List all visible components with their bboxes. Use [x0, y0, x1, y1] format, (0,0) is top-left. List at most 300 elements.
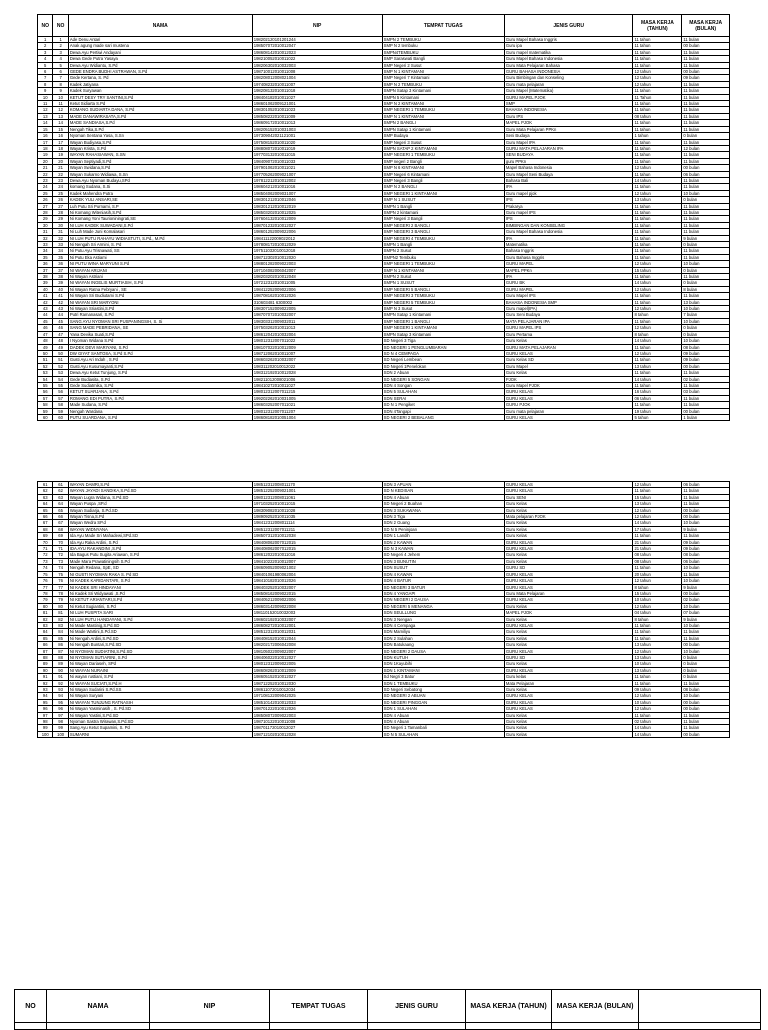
cell-jenis-guru: GURU KELAS — [504, 350, 633, 356]
cell-nip: 198608272010012001 — [252, 622, 382, 628]
cell-tempat-tugas: SD N KEDISAN — [382, 488, 504, 494]
cell-no-2: 83 — [53, 622, 68, 628]
cell-jenis-guru: Guru Kelas — [504, 661, 633, 667]
cell-no-2: 2 — [53, 43, 68, 49]
cell-no-2: 16 — [53, 133, 68, 139]
cell-tempat-tugas: SMP NEGERI 5 BANGLI — [382, 286, 504, 292]
cell-no: 25 — [38, 190, 53, 196]
cell-masa-kerja-bulan: 10 bulan — [682, 318, 730, 324]
cell-no: 64 — [38, 501, 53, 507]
cell-no: 17 — [38, 139, 53, 145]
cell-tempat-tugas: SMP N 2 tembuku — [382, 43, 504, 49]
cell-masa-kerja-bulan: 07 bulan — [682, 610, 730, 616]
cell-masa-kerja-tahun: 02 tahun — [633, 719, 682, 725]
cell-jenis-guru: GURU KELAS — [504, 482, 633, 488]
cell-masa-kerja-bulan: 11 bulan — [682, 94, 730, 100]
cell-masa-kerja-tahun: 11 tahun — [633, 139, 682, 145]
cell-no: 58 — [38, 402, 53, 408]
cell-no-2: 15 — [53, 126, 68, 132]
cell-nip: 198311202010012022 — [252, 363, 382, 369]
cell-tempat-tugas: SDN 1 Landih — [382, 533, 504, 539]
cell-masa-kerja-tahun: 11 tahun — [633, 88, 682, 94]
cell-jenis-guru: Guru Kelas — [504, 719, 633, 725]
cell-masa-kerja-tahun: 21 tahun — [633, 539, 682, 545]
cell-jenis-guru: GURU KELAS — [504, 414, 633, 420]
cell-jenis-guru: MATA PELAJARAN IPA — [504, 318, 633, 324]
cell-no: 92 — [38, 680, 53, 686]
cell-nip: 198608262010012009 — [252, 667, 382, 673]
cell-nip: 198408062007012015 — [252, 539, 382, 545]
cell-masa-kerja-bulan: 00 bulan — [682, 731, 730, 737]
cell-no-2: 30 — [53, 222, 68, 228]
cell-masa-kerja-tahun: 12 tahun — [633, 286, 682, 292]
cell-masa-kerja-bulan: 11 bulan — [682, 152, 730, 158]
cell-no: 80 — [38, 603, 53, 609]
cell-masa-kerja-bulan: 08 bulan — [682, 552, 730, 558]
teacher-table-page-2 — [37, 481, 730, 738]
cell-nama: PUTU SUARDANA, S.Pd — [68, 414, 252, 420]
cell-masa-kerja-bulan: 09 bulan — [682, 350, 730, 356]
cell-jenis-guru: Guru mapel(IPA) — [504, 306, 633, 312]
cell-masa-kerja-bulan: 1 bulan — [682, 414, 730, 420]
cell-masa-kerja-tahun: 14 tahun — [633, 731, 682, 737]
cell-no-2: 21 — [53, 165, 68, 171]
cell-jenis-guru: Guru Kelas — [504, 552, 633, 558]
cell-masa-kerja-bulan: 11 bulan — [682, 56, 730, 62]
cell-nama: MADE SANDIASA,S.Pd — [68, 120, 252, 126]
cell-tempat-tugas: SD NEGERI 5 MENANGA — [382, 603, 504, 609]
cell-nip: 198712302010012020 — [252, 254, 382, 260]
cell-nama: Wayan Swidana,S.Pd — [68, 165, 252, 171]
cell-masa-kerja-bulan: 09 bulan — [682, 546, 730, 552]
cell-tempat-tugas: SD Negeri Sebatong — [382, 687, 504, 693]
header-masa-kerja-tahun: MASA KERJA (TAHUN) — [466, 990, 552, 1023]
header-nama: NAMA — [68, 15, 252, 37]
cell-masa-kerja-tahun: 8 tahun — [633, 584, 682, 590]
cell-jenis-guru: GURU MAPEL PJOK — [504, 94, 633, 100]
cell-no-2: 36 — [53, 261, 68, 267]
cell-no: 19 — [38, 152, 53, 158]
cell-nip: 198211012008021006 — [252, 376, 382, 382]
cell-nama: Wayan Wedra SP.d — [68, 520, 252, 526]
cell-tempat-tugas: SMPN 1 Bangli — [382, 242, 504, 248]
cell-masa-kerja-tahun: 14 tahun — [633, 376, 682, 382]
cell-no: 96 — [38, 706, 53, 712]
cell-nama: Made Mara Prawatiningsih S.Pd — [68, 558, 252, 564]
header-no-2: NO — [53, 15, 68, 37]
cell-masa-kerja-tahun: 5 tahun — [633, 414, 682, 420]
cell-tempat-tugas: SMP Budaya — [382, 133, 504, 139]
cell-no: 66 — [38, 514, 53, 520]
cell-no: 14 — [38, 120, 53, 126]
cell-masa-kerja-tahun: 12 tahun — [633, 81, 682, 87]
cell-tempat-tugas: SMP Negeri 6 Kintamani — [382, 171, 504, 177]
cell-masa-kerja-bulan: 11 bulan — [682, 501, 730, 507]
cell-no-2: 20 — [53, 158, 68, 164]
cell-nip: 198612042010032004 — [252, 331, 382, 337]
cell-tempat-tugas: SMP N 6 KINTAMANI — [382, 165, 504, 171]
cell-tempat-tugas: SMPN 1 Bangli — [382, 203, 504, 209]
cell-no: 46 — [38, 325, 53, 331]
cell-no: 55 — [38, 382, 53, 388]
cell-tempat-tugas: SD N 3 KAWAN — [382, 546, 504, 552]
cell-jenis-guru: GURU KELAS — [504, 706, 633, 712]
table-row — [38, 731, 730, 737]
cell-tempat-tugas: SMPN 2 TEMBUKU — [382, 37, 504, 43]
cell-masa-kerja-tahun: 19 tahun — [633, 408, 682, 414]
cell-jenis-guru: Guru Kelas SD — [504, 357, 633, 363]
cell-masa-kerja-tahun: 11 tahun — [633, 254, 682, 260]
cell-masa-kerja-tahun: 11 tahun — [633, 126, 682, 132]
cell-masa-kerja-tahun: 12 tahun — [633, 693, 682, 699]
cell-no-2: 28 — [53, 209, 68, 215]
cell-masa-kerja-bulan: 03 bulan — [682, 389, 730, 395]
cell-tempat-tugas: SDN KUTUH — [382, 654, 504, 660]
cell-nama: Ni Luh Made Juni Komalasari — [68, 229, 252, 235]
cell-jenis-guru: GURU BAHASA INDONESIA — [504, 69, 633, 75]
cell-no-2: 99 — [53, 725, 68, 731]
cell-tempat-tugas: SMP NEGERI 1 KINTAMANI — [382, 190, 504, 196]
cell-tempat-tugas: SDN 3 APUAN — [382, 482, 504, 488]
cell-no: 27 — [38, 203, 53, 209]
cell-tempat-tugas: SMP NEGERI 2 BANGLI — [382, 222, 504, 228]
cell-no: 33 — [38, 242, 53, 248]
cell-nama: Nyoman Sentana Yasa, S.Sn — [68, 133, 252, 139]
cell-no: 43 — [38, 306, 53, 312]
cell-masa-kerja-bulan: 10 bulan — [682, 261, 730, 267]
cell-nip: 198012312007011215 — [252, 389, 382, 395]
cell-masa-kerja-tahun: 14 tahun — [633, 520, 682, 526]
cell-nama: Gede Sudiatmika, S.Pd — [68, 382, 252, 388]
cell-no: 95 — [38, 699, 53, 705]
cell-tempat-tugas: SMPN Satap 3 Kintamani — [382, 88, 504, 94]
cell-no-2: 55 — [53, 382, 68, 388]
cell-no: 88 — [38, 654, 53, 660]
cell-masa-kerja-bulan: 11 bulan — [682, 126, 730, 132]
cell-nama: Ni Wayan Sri Budiutami S.Pd — [68, 293, 252, 299]
cell-no-2: 62 — [53, 488, 68, 494]
cell-masa-kerja-tahun: 13 tahun — [633, 363, 682, 369]
cell-tempat-tugas: SMP negeri 2 Bangli — [382, 158, 504, 164]
cell-masa-kerja-tahun: 12 tahun — [633, 350, 682, 356]
cell-no: 7 — [38, 75, 53, 81]
cell-no: 26 — [38, 197, 53, 203]
cell-nip: 198406022010012027 — [252, 654, 382, 660]
cell-masa-kerja-bulan: 11 bulan — [682, 49, 730, 55]
cell-no: 67 — [38, 520, 53, 526]
cell-jenis-guru: GURU KELAS — [504, 699, 633, 705]
cell-nip: 198504062009031007 — [252, 190, 382, 196]
cell-no-2: 94 — [53, 693, 68, 699]
cell-nama: NI KADEK KARIDANTARI, S.Pd — [68, 578, 252, 584]
cell-tempat-tugas: SMP Negeri 7 Kintamani — [382, 75, 504, 81]
cell-no: 16 — [38, 133, 53, 139]
cell-nip: 197104082006042007 — [252, 267, 382, 273]
cell-jenis-guru: Guru IPS — [504, 113, 633, 119]
cell-no-2: 19 — [53, 152, 68, 158]
cell-tempat-tugas: SD Negeri 1 Tamanbali — [382, 725, 504, 731]
cell-nip: 198210052010011022 — [252, 56, 382, 62]
cell-nama: NI PUTU WINA MARYUNI S.Pd — [68, 261, 252, 267]
cell-no-2: 65 — [53, 507, 68, 513]
cell-tempat-tugas: SD Negeri 1Penelokan — [382, 363, 504, 369]
cell-jenis-guru: Guru mapel matematika — [504, 49, 633, 55]
cell-no-2: 80 — [53, 603, 68, 609]
cell-tempat-tugas: SDN SEULLUNG — [382, 610, 504, 616]
header-no: NO — [38, 15, 53, 37]
cell-masa-kerja-tahun: 11 tahun — [633, 533, 682, 539]
cell-no-2: 25 — [53, 190, 68, 196]
cell-masa-kerja-bulan: 9 bulan — [682, 584, 730, 590]
cell-jenis-guru: GURU MAPEL — [504, 286, 633, 292]
cell-no-2: 79 — [53, 597, 68, 603]
cell-masa-kerja-tahun: 12 tahun — [633, 514, 682, 520]
cell-masa-kerja-tahun: 12 tahun — [633, 648, 682, 654]
cell-no-2: 11 — [53, 101, 68, 107]
cell-no: 12 — [38, 107, 53, 113]
cell-no-2: 41 — [53, 293, 68, 299]
cell-jenis-guru: Guru Kelas — [504, 642, 633, 648]
cell-no-2: 75 — [53, 571, 68, 577]
cell-masa-kerja-bulan: 11 bulan — [682, 203, 730, 209]
cell-nama: Gede Budiasita, S.Pd — [68, 376, 252, 382]
cell-tempat-tugas: SMP Negeri 3 Susut — [382, 139, 504, 145]
cell-jenis-guru: Guru mata pelajaran — [504, 81, 633, 87]
header-masa-kerja-bulan: MASA KERJA (BULAN) — [682, 15, 730, 37]
cell-masa-kerja-bulan: 06 bulan — [682, 171, 730, 177]
header-masa-kerja-bulan: MASA KERJA (BULAN) — [552, 990, 639, 1023]
cell-jenis-guru: GURU KELAS — [504, 622, 633, 628]
cell-jenis-guru: Guru Mapel Bahasa Indonesia — [504, 56, 633, 62]
cell-no: 13 — [38, 113, 53, 119]
cell-masa-kerja-tahun: 12 tahun — [633, 482, 682, 488]
cell-nip: 198408062007012015 — [252, 546, 382, 552]
cell-masa-kerja-tahun: 11 tahun — [633, 712, 682, 718]
cell-masa-kerja-bulan: 13 bulan — [682, 299, 730, 305]
cell-nip: 198612022010011016 — [252, 552, 382, 558]
cell-masa-kerja-bulan: 0 bulan — [682, 325, 730, 331]
cell-masa-kerja-tahun: 21 tahun — [633, 546, 682, 552]
cell-masa-kerja-tahun: 12 tahun — [633, 325, 682, 331]
cell-no: 39 — [38, 280, 53, 286]
cell-nama: Ni Wayan Sudarini S.Pd.SS — [68, 687, 252, 693]
cell-jenis-guru: Mata Pelajaran — [504, 680, 633, 686]
table-header-row — [15, 990, 761, 1023]
cell-nama: Nyoman Sastra Wirawan,S.Pd.SD — [68, 719, 252, 725]
cell-masa-kerja-bulan: 09 bulan — [682, 539, 730, 545]
cell-nama: Ni Wayan Sriastini,S.Pd — [68, 306, 252, 312]
cell-no: 61 — [38, 482, 53, 488]
cell-tempat-tugas: SMPN2 Tembuku — [382, 254, 504, 260]
cell-no: 70 — [38, 539, 53, 545]
cell-masa-kerja-bulan: 11 bulan — [682, 402, 730, 408]
cell-tempat-tugas: SD NEGERI 2 ABUAN — [382, 693, 504, 699]
cell-nip: 198601252009022006 — [252, 229, 382, 235]
cell-nip: 198510142010012033 — [252, 699, 382, 705]
cell-masa-kerja-bulan: 11 bulan — [682, 101, 730, 107]
cell-masa-kerja-bulan: 11 bulan — [682, 293, 730, 299]
cell-nama: KETUT DESY TRY SANTINI,S.Pd — [68, 94, 252, 100]
cell-masa-kerja-tahun: 11 tahun — [633, 203, 682, 209]
cell-tempat-tugas: SDN 4 Abuan — [382, 712, 504, 718]
cell-tempat-tugas: SDN 1 TEMBUKU — [382, 680, 504, 686]
cell-no-2: 74 — [53, 565, 68, 571]
cell-no-2: 49 — [53, 344, 68, 350]
cell-no: 86 — [38, 642, 53, 648]
table-body-page-2 — [38, 482, 730, 738]
cell-nama: NI WAYAN ARIJANI — [68, 267, 252, 273]
cell-tempat-tugas: SDN 1 SULAHAN — [382, 706, 504, 712]
cell-no: 54 — [38, 376, 53, 382]
header-jenis-guru: JENIS GURU — [368, 990, 466, 1023]
cell-jenis-guru: GURU SD — [504, 654, 633, 660]
cell-masa-kerja-bulan: 11 bulan — [682, 184, 730, 190]
cell-no: 76 — [38, 578, 53, 584]
cell-jenis-guru: Guru Mapel IPA — [504, 139, 633, 145]
cell-masa-kerja-tahun: 16 tahun — [633, 389, 682, 395]
cell-tempat-tugas: SDN 4Tangapi — [382, 408, 504, 414]
cell-nama: Ni Nengah Ardini,S.Pd.SD — [68, 635, 252, 641]
cell-no: 49 — [38, 344, 53, 350]
teacher-table-page-1 — [37, 14, 730, 421]
cell-nama: NI LUH PUTU RAHAYU WIDIASTUTI, S.Pd., M.Pd — [68, 235, 252, 241]
header-jenis-guru: JENIS GURU — [504, 15, 633, 37]
cell-no: 84 — [38, 629, 53, 635]
cell-tempat-tugas: SMP N 1 KINTAMANI — [382, 69, 504, 75]
cell-masa-kerja-bulan: 11 bulan — [682, 248, 730, 254]
cell-masa-kerja-bulan: 10 bulan — [682, 306, 730, 312]
cell-nama: Wayan Lugra Widana, S.Pd.SD — [68, 494, 252, 500]
cell-nama: Ketut Sidiarta S.Pd — [68, 101, 252, 107]
cell-masa-kerja-bulan: 11 bulan — [682, 229, 730, 235]
cell-masa-kerja-bulan: 08 bulan — [682, 344, 730, 350]
cell-jenis-guru: Guru Kelas — [504, 507, 633, 513]
header-no: NO — [15, 990, 47, 1023]
cell-nip: 198309082010011028 — [252, 507, 382, 513]
cell-nip: 198611072010012034 — [252, 687, 382, 693]
cell-nip: 310603481 6300002 — [252, 299, 382, 305]
cell-no-2: 78 — [53, 590, 68, 596]
cell-masa-kerja-bulan: 00 bulan — [682, 642, 730, 648]
cell-masa-kerja-tahun: 8 tahun — [633, 331, 682, 337]
cell-tempat-tugas: SD N 4 CEMPAGA — [382, 350, 504, 356]
cell-jenis-guru: Guru mapel pjok — [504, 190, 633, 196]
cell-masa-kerja-tahun: 13 tahun — [633, 501, 682, 507]
cell-nip: 198710012010011008 — [252, 69, 382, 75]
cell-no-2: 34 — [53, 248, 68, 254]
cell-nama: WAYAN JAYADI SANDIKA,S.Pd.SD — [68, 488, 252, 494]
cell-nama: Ni Wayan Yasminasih , S. Pd.SD — [68, 706, 252, 712]
cell-nama: Ni Nengah Sri Armini, S. Pd — [68, 242, 252, 248]
cell-jenis-guru: Guru Mapel Seni Budaya — [504, 171, 633, 177]
cell-no: 15 — [38, 126, 53, 132]
cell-no-2: 35 — [53, 254, 68, 260]
cell-no: 9 — [38, 88, 53, 94]
cell-masa-kerja-bulan: 7 bulan — [682, 312, 730, 318]
cell-masa-kerja-bulan: 11 bulan — [682, 139, 730, 145]
cell-no: 47 — [38, 331, 53, 337]
cell-jenis-guru: IPA — [504, 184, 633, 190]
cell-no-2: 27 — [53, 203, 68, 209]
cell-jenis-guru: Prakarya — [504, 203, 633, 209]
cell-no: 21 — [38, 165, 53, 171]
cell-nama: Ni Wayan Ratna Febryani , SE — [68, 286, 252, 292]
cell-nama: Nengah Tika,S.Pd — [68, 126, 252, 132]
cell-masa-kerja-tahun: 11 tahun — [633, 635, 682, 641]
cell-nip: 198409072010011033 — [252, 158, 382, 164]
cell-jenis-guru: MAPEL PPKn — [504, 267, 633, 273]
cell-jenis-guru: Guru Kelas — [504, 533, 633, 539]
cell-masa-kerja-tahun: 08 tahun — [633, 113, 682, 119]
cell-tempat-tugas: SDN 2 Abuan — [382, 370, 504, 376]
cell-no: 37 — [38, 267, 53, 273]
cell-nip: 198403252010032007 — [252, 584, 382, 590]
cell-masa-kerja-tahun: 11 tahun — [633, 158, 682, 164]
cell-masa-kerja-tahun: 12 tahun — [633, 165, 682, 171]
cell-masa-kerja-tahun: 13 tahun — [633, 654, 682, 660]
cell-jenis-guru: Guru Kelas — [504, 712, 633, 718]
cell-masa-kerja-tahun: 12 tahun — [633, 603, 682, 609]
cell-masa-kerja-bulan: 0 bulan — [682, 674, 730, 680]
cell-no-2: 57 — [53, 395, 68, 401]
cell-masa-kerja-tahun: 8 tahun — [633, 616, 682, 622]
cell-no: 3 — [38, 49, 53, 55]
cell-no: 69 — [38, 533, 53, 539]
cell-masa-kerja-bulan: 11 bulan — [682, 629, 730, 635]
cell-no-2: 9 — [53, 88, 68, 94]
cell-nama: Wayan Tisna,S.Pd — [68, 514, 252, 520]
cell-nip: 197212312010011005 — [252, 280, 382, 286]
cell-nip: 199202262010031005 — [252, 395, 382, 401]
cell-nip: 198412252009022006 — [252, 286, 382, 292]
cell-nama: Gede Kertana, S. Pd — [68, 75, 252, 81]
cell-no: 62 — [38, 488, 53, 494]
cell-no: 71 — [38, 546, 53, 552]
cell-no: 24 — [38, 184, 53, 190]
cell-masa-kerja-tahun: 11 tahun — [633, 101, 682, 107]
cell-tempat-tugas: SD NEGERI 5 SONGAN — [382, 376, 504, 382]
cell-no-2: 92 — [53, 680, 68, 686]
cell-nama: I Nyoman Widana S.Pd — [68, 338, 252, 344]
cell-tempat-tugas: SMP NEGERI 1 TEMBUKU — [382, 261, 504, 267]
cell-nip: 198107022010012009 — [252, 344, 382, 350]
cell-nama: NI LUH PUSPITA SARI — [68, 610, 252, 616]
cell-no-2: 47 — [53, 331, 68, 337]
cell-nama: Wayan Krista, S.Pd — [68, 145, 252, 151]
cell-nip: 198202120101201244 — [252, 37, 382, 43]
cell-tempat-tugas: SDN 3 SUKAWANA — [382, 507, 504, 513]
cell-masa-kerja-bulan: 11 bulan — [682, 177, 730, 183]
cell-tempat-tugas: SD Negeri 4 Jehem — [382, 552, 504, 558]
cell-nama: Nengah Redana, SpE, SD — [68, 565, 252, 571]
cell-nama: NI LUH KADEK SUWADANI,S.Pd — [68, 222, 252, 228]
cell-no: 97 — [38, 712, 53, 718]
cell-nama: Ni Putu Eka Astiami — [68, 254, 252, 260]
cell-masa-kerja-tahun: 12 tahun — [633, 69, 682, 75]
cell-jenis-guru: Guru Kelas — [504, 501, 633, 507]
cell-nip: 198202172006042008 — [252, 642, 382, 648]
cell-masa-kerja-bulan: 11 bulan — [682, 274, 730, 280]
cell-nip: 197901062010011021 — [252, 165, 382, 171]
cell-no-2: 58 — [53, 402, 68, 408]
cell-no: 73 — [38, 558, 53, 564]
cell-no: 87 — [38, 648, 53, 654]
cell-jenis-guru: Seni Budaya — [504, 133, 633, 139]
cell-masa-kerja-tahun: 14 tahun — [633, 280, 682, 286]
header-nip: NIP — [252, 15, 382, 37]
cell-nama: NI NYOMAN SUTIARINI, S.Pd — [68, 654, 252, 660]
cell-nip: 198412312008011114 — [252, 520, 382, 526]
